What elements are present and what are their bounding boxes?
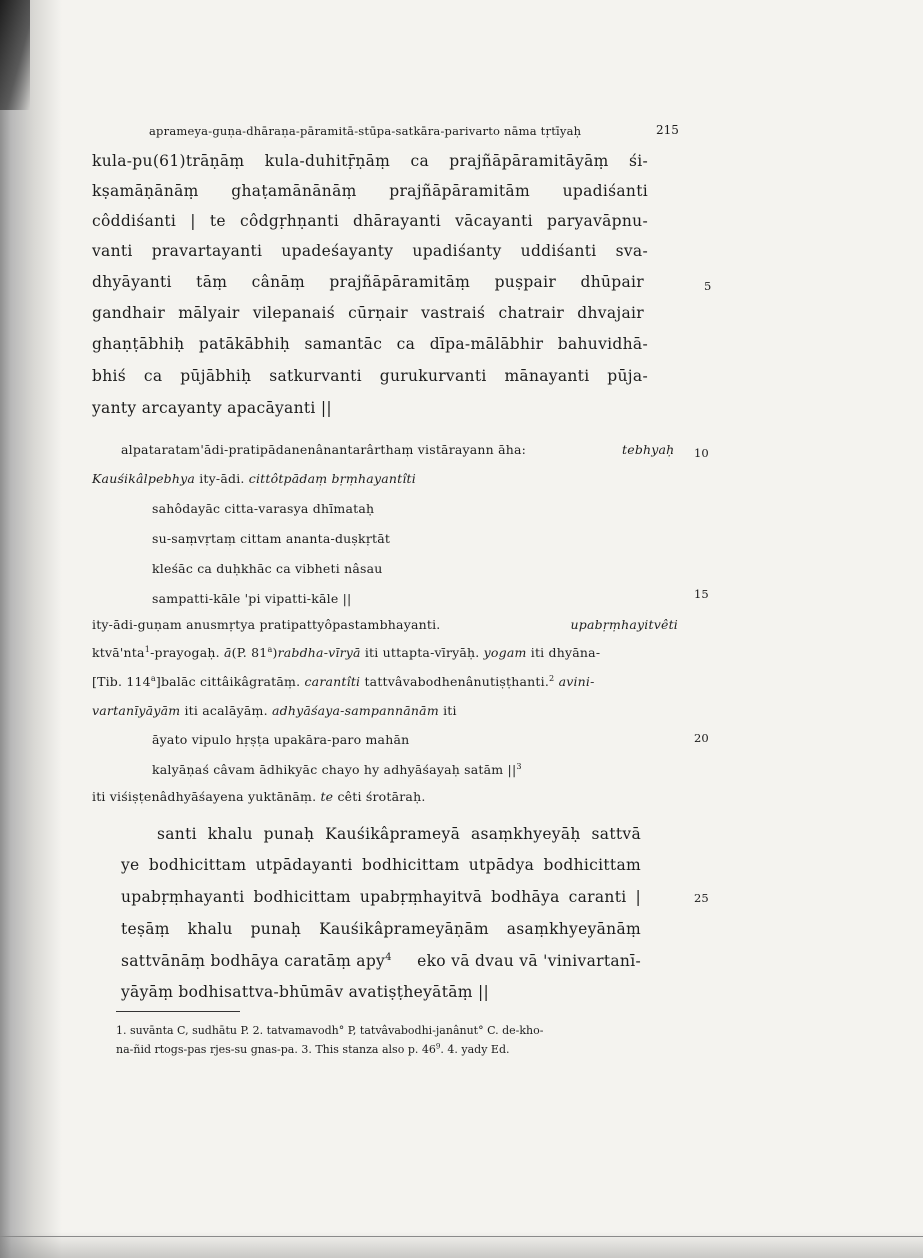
main-line-7: ghaṇṭābhiḥ patākābhiḥ samantāc ca dīpa-mālābhir bahuvidhā- [92,335,648,353]
italic-term: adhyāśaya-sampannānām [271,703,439,718]
main2-line-5 [121,952,641,970]
footnote-line-1: 1. suvānta C, sudhātu P. 2. tatvamavodh° P, tatvâvabodhi-janânut° C. de-kho- [116,1024,544,1037]
commentary-line-13 [92,789,426,804]
folio-marker: a [267,643,273,654]
commentary-text: iti dhyāna- [530,645,601,660]
line-number-20: 20 [694,731,709,745]
verse1-line-1: sahôdayāc citta-varasya dhīmataḥ [152,501,375,516]
line-number-25: 25 [694,891,709,905]
commentary-text: iti acalāyāṃ. [184,703,268,718]
binding-shadow [0,0,62,1258]
italic-term: rabdha-vīryā [277,645,361,660]
commentary-text: tattvâvabodhenânutiṣṭhanti. [364,674,549,689]
main-line-3: côddiśanti | te côdgṛhṇanti dhārayanti vācayanti paryavāpnu- [92,212,648,230]
page-bottom-edge [0,1236,923,1237]
running-title: aprameya-guṇa-dhāraṇa-pāramitā-stūpa-satkāra-parivarto nāma tṛtīyaḥ [149,124,582,138]
verse1-line-3: kleśāc ca duḥkhāc ca vibheti nâsau [152,561,383,576]
footnote-ref: 1 [144,643,151,654]
italic-term: upabṛṃhayitvêti [570,617,678,632]
main-line-8: bhiś ca pūjābhiḥ satkurvanti gurukurvanti mānayanti pūja- [92,367,648,385]
italic-term: vartanīyāyām [92,703,181,718]
footnote-rule [116,1011,240,1012]
binding-corner-shadow [0,0,30,110]
footnote-text: . 4. yady Ed. [440,1043,510,1056]
main2-line-3: upabṛṃhayanti bodhicittam upabṛṃhayitvā bodhāya caranti | [121,888,641,906]
italic-term: ā [223,645,232,660]
verse1-line-4: sampatti-kāle 'pi vipatti-kāle || [152,591,352,606]
main-line-4: vanti pravartayanti upadeśayanty upadiśanty uddiśanti sva- [92,242,648,260]
commentary-text: -prayogaḥ. [150,645,220,660]
main-line-9: yanty arcayanty apacāyanti || [92,399,332,417]
commentary-text: alpataratam'ādi-pratipādanenânantarârthaṃ vistārayann āha: [121,442,527,457]
commentary-line-8 [92,645,600,660]
commentary-text: iti uttapta-vīryāḥ. [364,645,480,660]
main-line-2: kṣamāṇānāṃ ghaṭamānānāṃ prajñāpāramitām upadiśanti [92,182,648,200]
footnote-ref: 2 [549,672,555,683]
page-number: 215 [656,123,679,137]
footnote-ref: 4 [385,951,392,963]
main2-line-1: santi khalu punaḥ Kauśikâprameyā asaṃkhyeyāḥ sattvā [157,825,641,843]
italic-term: cittôtpādaṃ bṛṃhayantîti [248,471,416,486]
superscript: 9 [435,1041,441,1051]
verse1-line-2: su-saṃvṛtaṃ cittam ananta-duṣkṛtāt [152,531,391,546]
italic-term: tebhyaḥ [622,442,675,457]
commentary-line-1 [121,442,526,457]
commentary-text: (P. 81 [231,645,268,660]
commentary-line-7 [92,617,678,632]
italic-term: yogam [483,645,527,660]
main-line-1: kula-pu(61)trāṇāṃ kula-duhitṝṇāṃ ca prajñāpāramitāyāṃ śi- [92,152,648,170]
commentary-line-1-italic [622,442,674,457]
main2-line-2: ye bodhicittam utpādayanti bodhicittam utpādya bodhicittam [121,856,641,874]
main2-line-6: yāyāṃ bodhisattva-bhūmāv avatiṣṭheyātāṃ || [121,983,490,1001]
main-text: eko vā dvau vā 'vinivartanī- [417,952,641,970]
commentary-text: ) [272,645,278,660]
main2-line-5-a [121,952,392,970]
commentary-text: ity-ādi. [199,471,245,486]
commentary-text: ktvā'nta [92,645,145,660]
italic-term: carantîti [304,674,361,689]
commentary-text: ity-ādi-guṇam anusmṛtya pratipattyôpastambhayanti. [92,617,441,632]
commentary-text: cêti śrotāraḥ. [337,789,426,804]
commentary-text: iti viśiṣṭenâdhyāśayena yuktānāṃ. [92,789,317,804]
verse2-line-2 [152,762,522,777]
commentary-text: [Tib. 114 [92,674,151,689]
footnote-line-2 [116,1043,509,1056]
line-number-10: 10 [694,446,709,460]
verse-text: kalyāṇaś câvam ādhikyāc chayo hy adhyāśayaḥ satām || [152,762,517,777]
commentary-text: iti [443,703,457,718]
verse2-line-1: āyato vipulo hṛṣṭa upakāra-paro mahān [152,732,410,747]
footnote-text: na-ñid rtogs-pas rjes-su gnas-pa. 3. This stanza also p. 46 [116,1043,436,1056]
italic-term: Kauśikâlpebhya [92,471,196,486]
main-line-6: gandhair mālyair vilepanaiś cūrṇair vastraiś chatrair dhvajair [92,304,644,322]
line-number-5: 5 [704,279,712,293]
commentary-line-9 [92,674,595,689]
italic-term: avini- [558,674,595,689]
main2-line-4: teṣāṃ khalu punaḥ Kauśikâprameyāṇām asaṃkhyeyānāṃ [121,920,641,938]
commentary-text: ]balāc cittâikâgratāṃ. [155,674,301,689]
commentary-line-10 [92,703,457,718]
main-text: sattvānāṃ bodhāya caratāṃ apy [121,952,386,970]
main-line-5: dhyāyanti tāṃ cânāṃ prajñāpāramitāṃ puṣpair dhūpair [92,273,644,291]
line-number-15: 15 [694,587,709,601]
folio-marker: a [150,672,156,683]
italic-term: te [320,789,334,804]
footnote-ref: 3 [516,760,522,771]
commentary-line-2 [92,471,416,486]
